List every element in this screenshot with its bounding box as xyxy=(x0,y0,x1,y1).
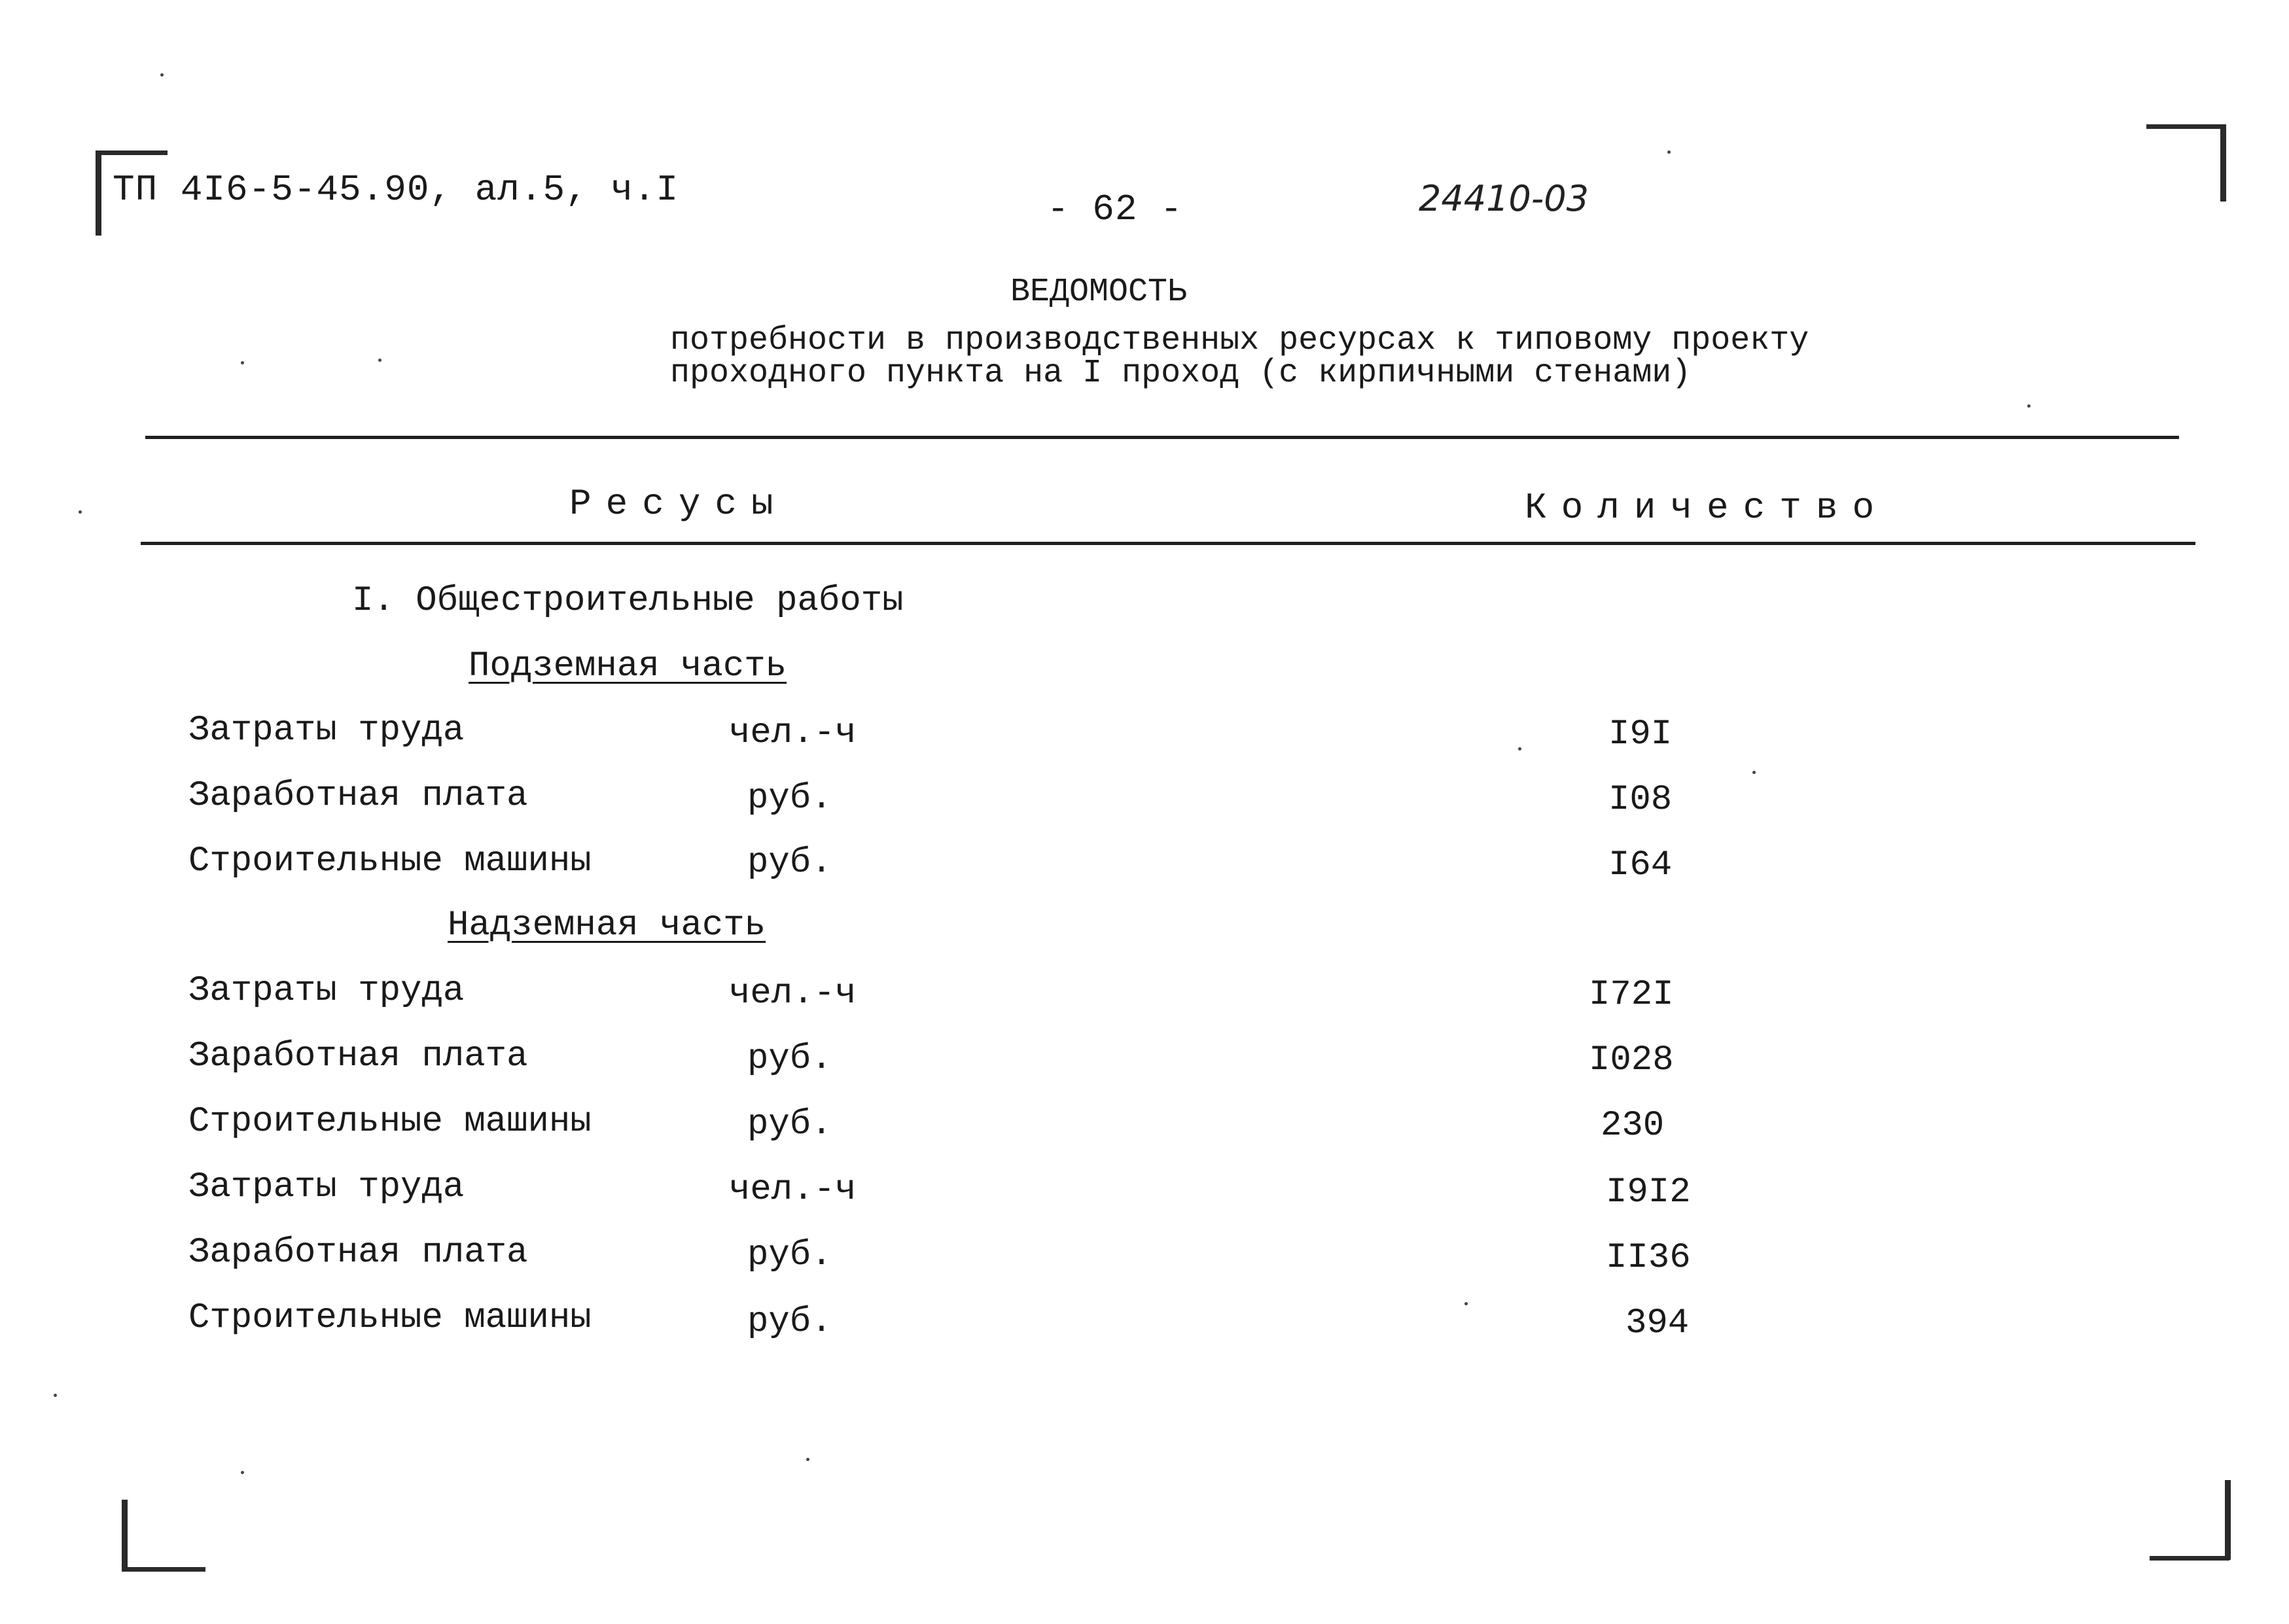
row-quantity: 230 xyxy=(1601,1106,1665,1146)
row-unit: руб. xyxy=(747,1104,832,1144)
row-name: Затраты труда xyxy=(188,1167,465,1207)
row-unit: руб. xyxy=(747,779,832,819)
corner-mark-top-right-horizontal xyxy=(2146,124,2225,129)
scan-speck xyxy=(241,361,244,364)
corner-mark-bottom-left-horizontal xyxy=(122,1567,205,1572)
section-title-text: I. Общестроительные работы xyxy=(352,581,904,621)
column-header-resources: Ресусы xyxy=(569,483,788,525)
group-title-underground: Подземная часть xyxy=(469,646,787,686)
row-quantity: 394 xyxy=(1625,1303,1690,1343)
table-header-bottom-rule xyxy=(141,542,2195,545)
section-title xyxy=(352,581,904,621)
row-quantity: I9I xyxy=(1608,715,1673,754)
row-name: Затраты труда xyxy=(188,971,465,1011)
row-quantity: I08 xyxy=(1608,780,1673,820)
corner-mark-top-left-horizontal xyxy=(96,150,168,155)
corner-mark-top-right-vertical xyxy=(2220,124,2226,202)
corner-mark-bottom-left-vertical xyxy=(122,1500,128,1572)
document-code: ТП 4I6-5-45.90, ал.5, ч.I xyxy=(113,169,679,211)
scan-speck xyxy=(2027,404,2031,408)
row-name: Заработная плата xyxy=(188,1233,528,1273)
row-unit: руб. xyxy=(747,1235,832,1275)
row-unit: руб. xyxy=(747,1302,832,1342)
row-name: Строительные машины xyxy=(188,1102,592,1142)
corner-mark-bottom-right-vertical xyxy=(2225,1480,2231,1560)
row-quantity: I9I2 xyxy=(1606,1173,1691,1212)
row-unit: чел.-ч xyxy=(729,713,857,753)
scan-speck xyxy=(79,510,82,514)
row-unit: руб. xyxy=(747,1039,832,1079)
scan-speck xyxy=(1464,1302,1468,1305)
row-quantity: II36 xyxy=(1606,1238,1691,1278)
row-unit: чел.-ч xyxy=(729,1170,857,1210)
row-quantity: I028 xyxy=(1589,1040,1674,1080)
scan-speck xyxy=(1752,771,1756,774)
row-name: Заработная плата xyxy=(188,776,528,816)
row-unit: руб. xyxy=(747,843,832,883)
scan-speck xyxy=(806,1458,809,1461)
scan-speck xyxy=(1667,150,1671,154)
row-unit: чел.-ч xyxy=(729,974,857,1014)
scan-speck xyxy=(160,73,164,77)
document-title: ВЕДОМОСТЬ xyxy=(1010,274,1188,311)
row-name: Заработная плата xyxy=(188,1036,528,1076)
document-subtitle-line-2: проходного пункта на I проход (с кирпичными стенами) xyxy=(670,355,1692,392)
row-name: Затраты труда xyxy=(188,711,465,750)
row-quantity: I64 xyxy=(1608,845,1673,885)
column-header-quantity: Количество xyxy=(1525,487,1889,529)
corner-mark-top-left-vertical xyxy=(96,150,101,236)
archive-number: 24410-03 xyxy=(1419,178,1589,219)
row-quantity: I72I xyxy=(1589,975,1674,1015)
table-top-rule xyxy=(145,436,2179,439)
row-name: Строительные машины xyxy=(188,1298,592,1338)
corner-mark-bottom-right-horizontal xyxy=(2150,1556,2229,1561)
scan-speck xyxy=(378,359,382,362)
scan-speck xyxy=(241,1471,244,1474)
document-subtitle-line-1: потребности в производственных ресурсах к типовому проекту xyxy=(670,322,1809,359)
scan-speck xyxy=(54,1394,57,1397)
row-name: Строительные машины xyxy=(188,841,592,881)
scan-speck xyxy=(1518,747,1521,750)
group-title-above-ground: Надземная часть xyxy=(448,906,766,945)
page-number: - 62 - xyxy=(1047,188,1183,230)
